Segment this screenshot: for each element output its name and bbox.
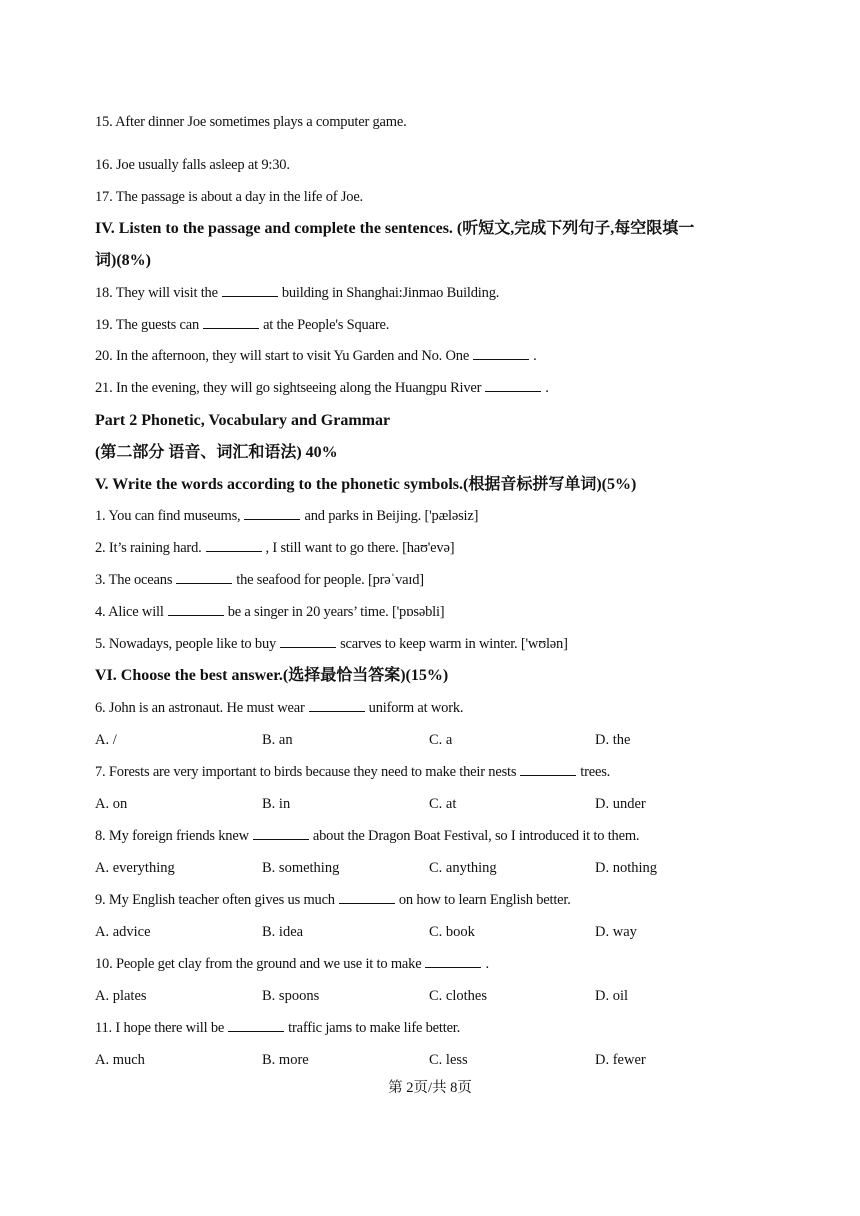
option-c[interactable]: C. less [429,1052,468,1068]
answer-blank[interactable] [339,891,395,904]
option-b[interactable]: B. spoons [262,988,320,1004]
section-5-heading: V. Write the words according to the phonetic symbols.(根据音标拼写单词)(5%) [95,476,637,493]
choice-question-6: 6. John is an astronaut. He must wear uniform at work. [95,700,464,716]
answer-blank[interactable] [176,571,232,584]
answer-blank[interactable] [222,284,278,297]
answer-blank[interactable] [203,316,259,329]
option-d[interactable]: D. under [595,796,646,812]
statement-16: 16. Joe usually falls asleep at 9:30. [95,157,290,173]
option-c[interactable]: C. anything [429,860,497,876]
option-b[interactable]: B. in [262,796,291,812]
answer-blank[interactable] [280,635,336,648]
section-4-heading: IV. Listen to the passage and complete the sentences. (听短文,完成下列句子,每空限填一 [95,220,695,237]
option-c[interactable]: C. a [429,732,453,748]
statement-15: 15. After dinner Joe sometimes plays a computer game. [95,114,407,130]
part-2-title: Part 2 Phonetic, Vocabulary and Grammar [95,412,391,429]
section-4-heading-cont: 词)(8%) [95,252,151,269]
option-d[interactable]: D. the [595,732,631,748]
option-a[interactable]: A. advice [95,924,151,940]
page-number-footer: 第 2页/共 8页 [388,1080,472,1096]
option-d[interactable]: D. nothing [595,860,658,876]
phonetic-question-5: 5. Nowadays, people like to buy scarves to keep warm in winter. ['wʊlən] [95,636,568,652]
answer-blank[interactable] [520,763,576,776]
part-2-subtitle: (第二部分 语音、词汇和语法) 40% [95,444,338,461]
option-b[interactable]: B. an [262,732,293,748]
option-d[interactable]: D. way [595,924,637,940]
phonetic-question-2: 2. It’s raining hard. , I still want to go there. [haʊ'evə] [95,540,455,556]
answer-blank[interactable] [309,699,365,712]
option-d[interactable]: D. oil [595,988,629,1004]
phonetic-question-1: 1. You can find museums, and parks in Beijing. ['pæləsiz] [95,508,479,524]
option-a[interactable]: A. everything [95,860,175,876]
phonetic-question-4: 4. Alice will be a singer in 20 years’ time. ['pɒsəbli] [95,604,445,620]
question-20: 20. In the afternoon, they will start to visit Yu Garden and No. One . [95,348,537,364]
option-a[interactable]: A. plates [95,988,147,1004]
choice-question-8: 8. My foreign friends knew about the Dragon Boat Festival, so I introduced it to them. [95,828,640,844]
option-c[interactable]: C. at [429,796,457,812]
option-a[interactable]: A. on [95,796,128,812]
option-d[interactable]: D. fewer [595,1052,646,1068]
option-a[interactable]: A. much [95,1052,145,1068]
phonetic-question-3: 3. The oceans the seafood for people. [prəˈvaɪd] [95,572,424,588]
option-c[interactable]: C. book [429,924,475,940]
question-18: 18. They will visit the building in Shanghai:Jinmao Building. [95,285,500,301]
choice-question-7: 7. Forests are very important to birds because they need to make their nests trees. [95,764,611,780]
choice-question-10: 10. People get clay from the ground and we use it to make . [95,956,489,972]
answer-blank[interactable] [228,1019,284,1032]
option-b[interactable]: B. idea [262,924,304,940]
question-21: 21. In the evening, they will go sightseeing along the Huangpu River . [95,380,549,396]
statement-17: 17. The passage is about a day in the life of Joe. [95,189,363,205]
option-c[interactable]: C. clothes [429,988,487,1004]
option-b[interactable]: B. something [262,860,340,876]
answer-blank[interactable] [473,347,529,360]
answer-blank[interactable] [244,507,300,520]
choice-question-9: 9. My English teacher often gives us much on how to learn English better. [95,892,571,908]
answer-blank[interactable] [485,379,541,392]
option-b[interactable]: B. more [262,1052,309,1068]
option-a[interactable]: A. / [95,732,117,748]
answer-blank[interactable] [425,955,481,968]
answer-blank[interactable] [253,827,309,840]
section-6-heading: VI. Choose the best answer.(选择最恰当答案)(15%) [95,667,449,684]
question-19: 19. The guests can at the People's Square. [95,317,390,333]
answer-blank[interactable] [206,539,262,552]
answer-blank[interactable] [168,603,224,616]
choice-question-11: 11. I hope there will be traffic jams to make life better. [95,1020,461,1036]
